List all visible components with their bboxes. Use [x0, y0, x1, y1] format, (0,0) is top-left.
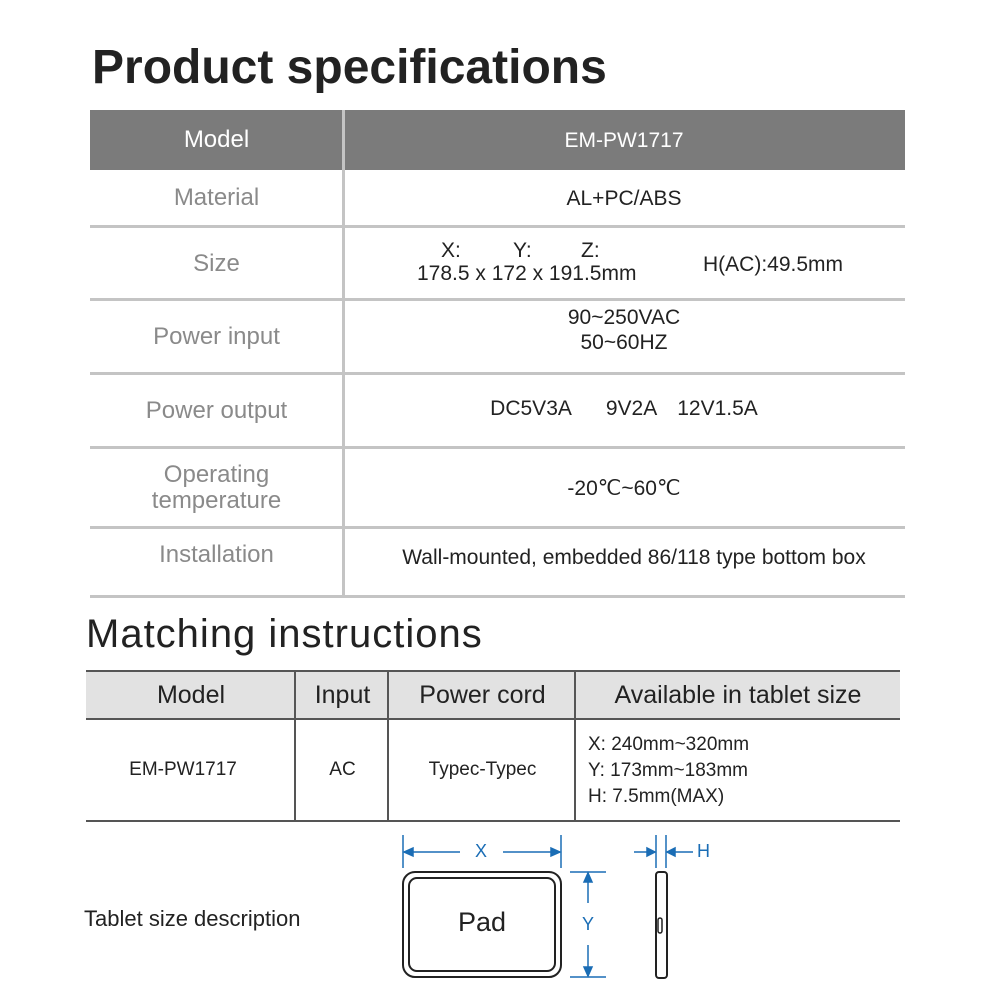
x-dimension-label: X	[475, 841, 488, 861]
row-label: Power input	[153, 323, 280, 350]
size-h: H: 7.5mm(MAX)	[588, 786, 725, 807]
row-label: Size	[193, 250, 240, 277]
pad-label: Pad	[457, 907, 507, 937]
header-power-cord: Power cord	[389, 672, 576, 720]
y-label: Y:	[513, 239, 532, 262]
row-label: Installation	[159, 541, 274, 568]
page-title: Product specifications	[92, 41, 607, 94]
row-value: -20℃~60℃	[567, 476, 681, 500]
header-value: EM-PW1717	[564, 128, 684, 152]
cell-cord: Typec-Typec	[428, 759, 537, 780]
matching-title: Matching instructions	[86, 612, 483, 656]
label2: temperature	[151, 487, 282, 514]
row-value: Wall-mounted, embedded 86/118 type bottom box	[402, 545, 866, 569]
header-label: Model	[183, 126, 250, 153]
h-dimension-label: H	[697, 841, 710, 861]
row-label: Power output	[145, 397, 288, 424]
line1: 90~250VAC	[567, 306, 681, 329]
y-dimension-label: Y	[582, 914, 595, 934]
x-label: X:	[441, 239, 461, 262]
cell-model: EM-PW1717	[129, 759, 237, 780]
row-value: AL+PC/ABS	[566, 186, 682, 210]
size-y: Y: 173mm~183mm	[588, 760, 748, 781]
v2: 9V2A	[605, 396, 658, 420]
diagram-caption: Tablet size description	[84, 906, 301, 931]
header-input: Input	[296, 672, 389, 720]
line2: 50~60HZ	[580, 331, 668, 354]
cell-input: AC	[329, 759, 356, 780]
z-label: Z:	[581, 239, 600, 262]
v3: 12V1.5A	[677, 396, 758, 420]
height: H(AC):49.5mm	[703, 253, 844, 276]
v1: DC5V3A	[490, 396, 572, 420]
size-x: X: 240mm~320mm	[588, 734, 750, 755]
dims: 178.5 x 172 x 191.5mm	[417, 262, 637, 285]
header-model: Model	[86, 672, 296, 720]
dimension-arrows-icon	[403, 835, 693, 977]
label1: Operating	[163, 461, 270, 488]
pad-side-icon	[656, 872, 667, 978]
header-tablet-size: Available in tablet size	[576, 672, 900, 720]
row-label: Material	[173, 184, 260, 211]
